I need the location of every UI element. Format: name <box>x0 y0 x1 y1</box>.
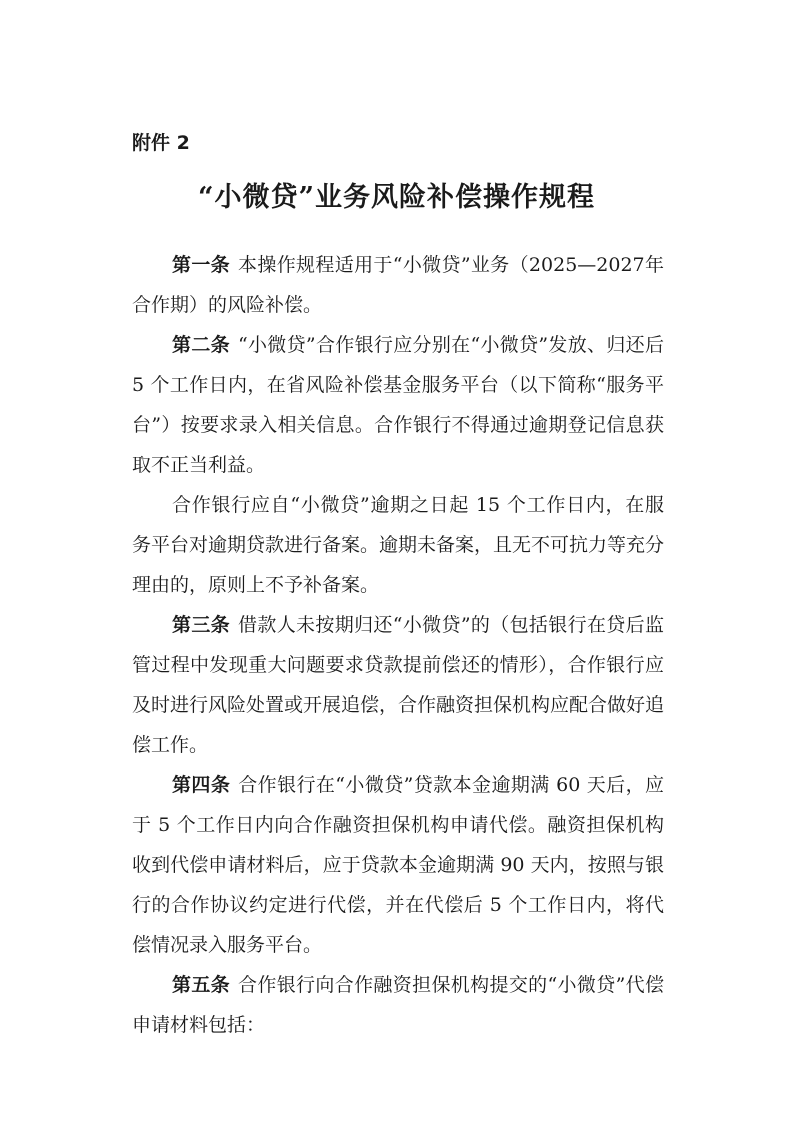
article-text: “小微贷”合作银行应分别在“小微贷”发放、归还后 5 个工作日内，在省风险补偿基金服务平台（以下简称“服务平台”）按要求录入相关信息。合作银行不得通过逾期登记信息获取不正当利益。 <box>132 334 664 476</box>
article-1-paragraph <box>132 245 664 325</box>
article-4-paragraph <box>132 765 664 965</box>
article-label: 第五条 <box>172 974 231 996</box>
article-text: 合作银行应自“小微贷”逾期之日起 15 个工作日内，在服务平台对逾期贷款进行备案。逾期未备案，且无不可抗力等充分理由的，原则上不予补备案。 <box>132 494 665 596</box>
attachment-label: 附件 2 <box>132 132 190 154</box>
article-label: 第一条 <box>172 254 231 276</box>
document-title: “小微贷”业务风险补偿操作规程 <box>197 182 596 213</box>
article-2-continuation-paragraph <box>132 485 664 605</box>
article-text: 借款人未按期归还“小微贷”的（包括银行在贷后监管过程中发现重大问题要求贷款提前偿还的情形），合作银行应及时进行风险处置或开展追偿，合作融资担保机构应配合做好追偿工作。 <box>132 614 665 756</box>
article-5-paragraph <box>132 965 664 1045</box>
document-body <box>132 245 664 1045</box>
article-text: 合作银行在“小微贷”贷款本金逾期满 60 天后，应于 5 个工作日内向合作融资担保机构申请代偿。融资担保机构收到代偿申请材料后，应于贷款本金逾期满 90 天内，按照与银行的合作协议约定进行代偿，并在代偿后 5 个工作日内，将代偿情况录入服务平台。 <box>132 774 664 956</box>
article-text: 合作银行向合作融资担保机构提交的“小微贷”代偿申请材料包括： <box>132 974 664 1036</box>
article-text: 本操作规程适用于“小微贷”业务（2025—2027年合作期）的风险补偿。 <box>132 254 664 316</box>
article-label: 第四条 <box>172 774 231 796</box>
article-2-paragraph <box>132 325 664 485</box>
article-label: 第三条 <box>172 614 231 636</box>
article-label: 第二条 <box>172 334 230 356</box>
article-3-paragraph <box>132 605 664 765</box>
